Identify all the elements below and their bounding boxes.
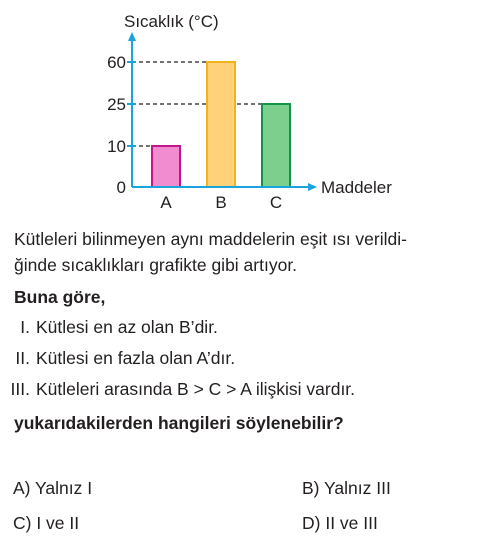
x-axis-label: Maddeler: [321, 178, 392, 197]
guide-lines: [132, 62, 262, 146]
y-tick-label-25: 25: [107, 95, 126, 114]
option-d[interactable]: D) II ve III: [302, 513, 378, 533]
statement-list: [0, 314, 478, 407]
statement-text: Kütleleri arasında B > C > A ilişkisi vardır.: [36, 379, 356, 399]
bar-b: [207, 62, 235, 187]
stem-line-2: ğinde sıcaklıkları grafikte gibi artıyor.: [14, 255, 298, 275]
statement-item: [0, 345, 478, 376]
statement-text: Kütlesi en fazla olan A’dır.: [36, 348, 236, 368]
bar-a: [152, 146, 180, 187]
question-lead: Buna göre,: [14, 287, 106, 307]
x-tick-label-c: C: [269, 193, 283, 212]
statement-numeral: III.: [10, 379, 30, 399]
stem-line-1: Kütleleri bilinmeyen aynı maddelerin eşit ısı verildi-: [14, 229, 407, 249]
y-tick-label-10: 10: [107, 137, 126, 156]
statement-text: Kütlesi en az olan B’dir.: [36, 317, 218, 337]
statement-numeral: II.: [15, 348, 30, 368]
y-tick-label-60: 60: [107, 53, 126, 72]
bars: [152, 62, 290, 187]
statement-item: [0, 376, 478, 407]
y-tick-label-0: 0: [116, 178, 126, 197]
bar-c: [262, 104, 290, 187]
statement-item: [0, 314, 478, 345]
bar-chart: [0, 0, 499, 215]
question-stem: [14, 226, 492, 278]
y-axis-label: Sıcaklık (°C): [124, 12, 219, 31]
option-b[interactable]: B) Yalnız III: [302, 478, 391, 498]
x-tick-label-b: B: [215, 193, 227, 212]
question-prompt: yukarıdakilerden hangileri söylenebilir?: [14, 413, 344, 433]
statement-numeral: I.: [20, 317, 30, 337]
option-a[interactable]: A) Yalnız I: [13, 478, 93, 498]
x-tick-label-a: A: [160, 193, 172, 212]
option-c[interactable]: C) I ve II: [13, 513, 80, 533]
tick-labels: [107, 53, 282, 212]
